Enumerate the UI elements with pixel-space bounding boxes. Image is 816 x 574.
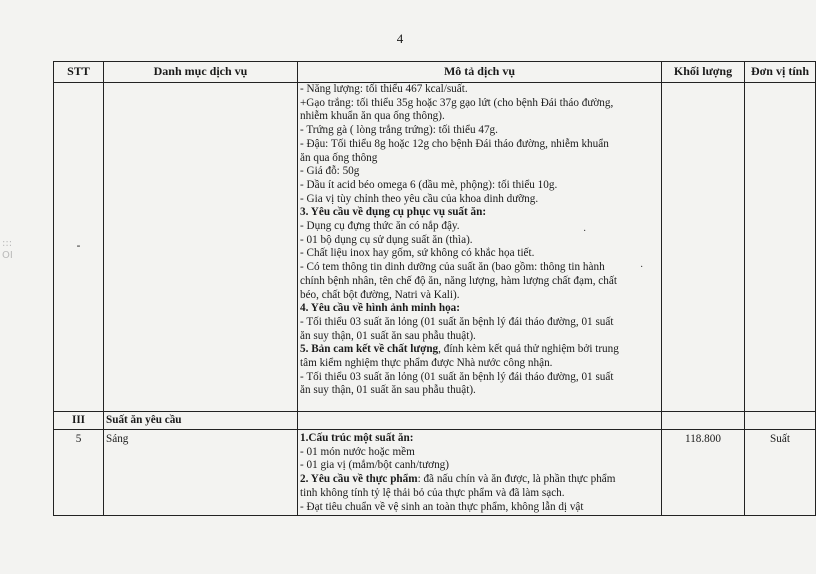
description-line: - Gia vị tùy chỉnh theo yêu cầu của khoa dinh dưỡng. — [300, 192, 539, 205]
description-line: 4. Yêu cầu về hình ảnh minh họa: — [300, 302, 460, 315]
row1-category — [104, 83, 298, 412]
description-line: - Dầu ít acid béo omega 6 (dầu mè, phộng): tối thiểu 10g. — [300, 178, 558, 191]
table-header-row — [54, 62, 816, 83]
description-line: - Chất liệu inox hay gốm, sứ không có khắc họa tiết. — [300, 247, 535, 260]
description-line: - Giá đỗ: 50g — [300, 165, 360, 178]
row1-unit — [745, 83, 816, 412]
section-description — [298, 412, 662, 430]
section-row — [54, 412, 816, 430]
scan-speck: · — [640, 262, 644, 273]
section-stt: III — [54, 412, 104, 430]
description-line: nhiễm khuẩn ăn qua ống thông). — [300, 110, 445, 123]
table-row — [54, 83, 816, 412]
section-quantity — [662, 412, 745, 430]
description-line: - 01 món nước hoặc mềm — [300, 445, 415, 458]
page-number: 4 — [396, 31, 404, 46]
description-line: tâm kiểm nghiệm thực phẩm được Nhà nước công nhận. — [300, 357, 553, 370]
description-line: 1.Cấu trúc một suất ăn: — [300, 432, 414, 444]
row5-stt: 5 — [54, 430, 104, 516]
section-title: Suất ăn yêu cầu — [104, 412, 298, 430]
header-description: Mô tả dịch vụ — [298, 62, 662, 83]
row5-category: Sáng — [104, 430, 298, 516]
description-line: ăn suy thận, 01 suất ăn sau phẫu thuật). — [300, 329, 476, 342]
header-quantity: Khối lượng — [662, 62, 745, 83]
row5-quantity: 118.800 — [662, 430, 745, 516]
header-stt: STT — [54, 62, 104, 83]
row5-unit: Suất — [745, 430, 816, 516]
description-line: ăn qua ống thông — [300, 151, 378, 164]
row1-quantity — [662, 83, 745, 412]
header-category: Danh mục dịch vụ — [104, 62, 298, 83]
description-line: - Có tem thông tin dinh dưỡng của suất ăn (bao gồm: thông tin hành — [300, 261, 605, 274]
description-line: 5. Bản cam kết về chất lượng, đính kèm kết quả thử nghiệm bởi trung — [300, 343, 619, 356]
services-table — [53, 61, 816, 516]
description-line: tinh không tính tỷ lệ thải bỏ của thực phẩm và đã làm sạch. — [300, 486, 565, 499]
row1-stt: - — [54, 83, 104, 412]
description-line: - Tối thiểu 03 suất ăn lỏng (01 suất ăn bệnh lý đái tháo đường, 01 suất — [300, 315, 614, 328]
description-line: - Trứng gà ( lòng trắng trứng): tối thiểu 47g. — [300, 124, 498, 137]
scan-margin-mark: ::: OI — [2, 238, 13, 261]
description-line: - Dụng cụ đựng thức ăn có nắp đậy. — [300, 220, 460, 233]
description-line: - Đậu: Tối thiểu 8g hoặc 12g cho bệnh Đái tháo đường, nhiễm khuẩn — [300, 137, 609, 150]
description-line: - 01 gia vị (mắm/bột canh/tương) — [300, 459, 449, 472]
description-line: 3. Yêu cầu về dụng cụ phục vụ suất ăn: — [300, 206, 487, 219]
description-line: ăn suy thận, 01 suất ăn sau phẫu thuật). — [300, 384, 476, 397]
description-line: béo, chất bột đường, Natri và Kali). — [300, 288, 460, 301]
description-line: - 01 bộ dụng cụ sử dụng suất ăn (thìa). — [300, 233, 473, 246]
description-line: - Năng lượng: tối thiểu 467 kcal/suất. — [300, 83, 468, 95]
description-line: - Đạt tiêu chuẩn về vệ sinh an toàn thực phẩm, không lẫn dị vật — [300, 500, 584, 513]
row5-description — [298, 430, 662, 516]
section-unit — [745, 412, 816, 430]
row1-description — [298, 83, 662, 412]
table-row — [54, 430, 816, 516]
description-line: +Gạo trắng: tối thiểu 35g hoặc 37g gạo lứt (cho bệnh Đái tháo đường, — [300, 96, 614, 109]
scan-speck: · — [583, 226, 587, 237]
description-line: 2. Yêu cầu về thực phẩm: đã nấu chín và ăn được, là phần thực phẩm — [300, 473, 616, 486]
description-line: chính bệnh nhân, tên chế độ ăn, năng lượng, hàm lượng chất đạm, chất — [300, 274, 617, 287]
description-line: - Tối thiểu 03 suất ăn lỏng (01 suất ăn bệnh lý đái tháo đường, 01 suất — [300, 370, 614, 383]
header-unit: Đơn vị tính — [745, 62, 816, 83]
